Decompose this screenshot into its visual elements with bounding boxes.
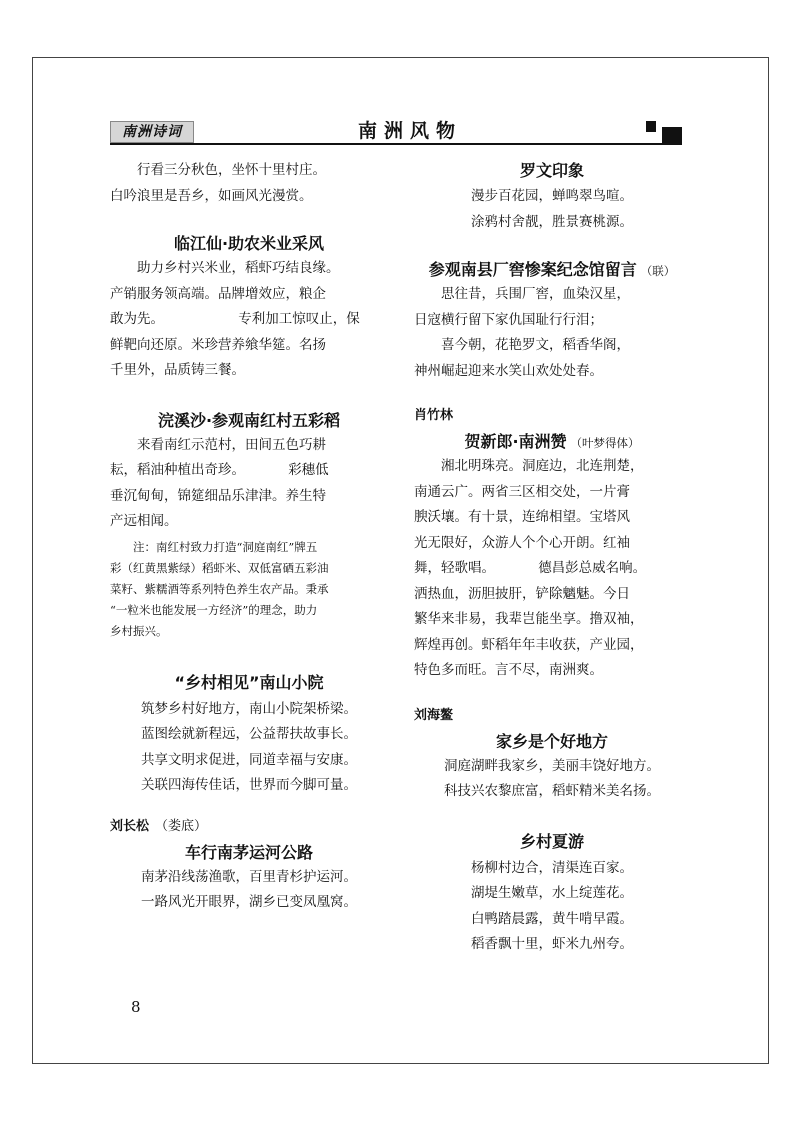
poem-line: 腴沃壤。有十景，连绵相望。宝塔风	[414, 509, 630, 525]
section-title: 南洲风物	[357, 120, 462, 142]
poem-line-part: 敢为先。	[110, 311, 164, 327]
author-region: （娄底）	[155, 818, 208, 834]
note-line: 乡村振兴。	[110, 623, 168, 638]
poem-line: 南茅沿线荡渔歌，百里青杉护运河。	[141, 868, 357, 885]
poem-line: 日寇横行留下家仇国耻行行泪；	[414, 311, 603, 328]
poem-body	[110, 256, 388, 384]
poem-line-part: 耘，稻油种植出奇珍。	[110, 462, 245, 478]
poem-line: 关联四海传佳话，世界而今脚可量。	[141, 777, 357, 793]
poem-title-suffix: （联）	[640, 264, 676, 278]
poem-note	[110, 537, 388, 642]
poem-body	[414, 856, 690, 958]
poem-line: 白鸭踏晨露，黄牛啃早霞。	[471, 910, 633, 927]
poem-line: 产远相闻。	[110, 513, 178, 529]
poem-line: 鲜靶向还原。米珍营养飨华筵。名扬	[110, 336, 326, 353]
page-number: 8	[131, 998, 141, 1016]
header-rule	[110, 143, 680, 145]
poem-title-suffix: （叶梦得体）	[570, 436, 640, 450]
poem-line: 助力乡村兴米业，稻虾巧结良缘。	[137, 260, 340, 276]
poem-line-part: 舞，轻歌唱。	[414, 560, 495, 576]
poem-title: 车行南茅运河公路	[184, 842, 313, 862]
poem-line: 光无限好，众游人个个心开朗。红袖	[414, 534, 630, 551]
poem-body	[414, 754, 690, 805]
poem-body	[414, 454, 690, 684]
poem-line	[110, 307, 388, 333]
poem-line: 千里外，品质铸三餐。	[110, 362, 245, 378]
poem-line-part: 彩穗低	[288, 462, 329, 478]
note-line: 彩（红黄黑紫绿）稻虾米、双低富硒五彩油	[110, 560, 329, 575]
poem-body	[110, 865, 388, 916]
poem-author: 刘海鳌	[414, 707, 454, 723]
poem-title: 罗文印象	[519, 161, 584, 180]
note-line: 菜籽、紫糯酒等系列特色养生农产品。秉承	[110, 581, 329, 596]
poem-title: 浣溪沙·参观南红村五彩稻	[157, 410, 341, 430]
header-square-small-icon	[646, 121, 656, 132]
poem-line: 涂鸦村舍靓，胜景赛桃源。	[471, 213, 633, 230]
poem-line: 一路风光开眼界，湖乡已变凤凰窝。	[141, 894, 357, 910]
poem-body	[414, 184, 690, 235]
poem-line: 共享文明求促进，同道幸福与安康。	[141, 751, 357, 768]
poem-line-part: 专利加工惊叹止，保	[238, 311, 360, 327]
poem-line: 南通云广。两省三区相交处，一片膏	[414, 483, 630, 500]
poem-line: 来看南红示范村，田间五色巧耕	[137, 436, 326, 453]
poem-title: “乡村相见”南山小院	[174, 672, 324, 692]
poem-author: 肖竹林	[414, 408, 454, 423]
poem-line: 湖堤生嫩草，水上绽莲花。	[471, 885, 633, 901]
intro-line: 白吟浪里是吾乡，如画风光漫赏。	[110, 187, 313, 204]
poem-title-text: 贺新郎·南洲赞	[464, 432, 567, 451]
poem-line: 筑梦乡村好地方，南山小院架桥梁。	[141, 700, 357, 717]
poem-title-text: 参观南县厂窖惨案纪念馆留言	[428, 260, 637, 279]
poem-line: 湘北明珠亮。洞庭边，北连荆楚，	[441, 458, 644, 474]
poem-line: 科技兴农黎庶富，稻虾精米美名扬。	[444, 783, 660, 799]
right-column	[414, 158, 690, 958]
poem-line: 特色多而旺。言不尽，南洲爽。	[414, 662, 603, 678]
poem-line: 洒热血，沥胆披肝，铲除魑魅。今日	[414, 585, 630, 602]
poem-line: 神州崛起迎来水笑山欢处处春。	[414, 362, 603, 379]
poem-line: 产销服务领高端。品牌增效应，粮企	[110, 285, 326, 302]
poem-line: 稻香飘十里，虾米九州夸。	[471, 936, 633, 952]
note-line: “一粒米也能发展一方经济”的理念，助力	[110, 602, 318, 617]
poem-line: 蓝图绘就新程远，公益帮扶故事长。	[141, 726, 357, 742]
poem-body	[414, 282, 690, 384]
poem-line	[110, 458, 388, 484]
poem-line: 思往昔，兵围厂窖，血染汉星，	[441, 286, 630, 302]
poem-line: 杨柳村边合，清渠连百家。	[471, 859, 633, 876]
poem-body	[110, 697, 388, 799]
poem-line: 辉煌再创。虾稻年年丰收获，产业园，	[414, 636, 644, 653]
poem-line: 漫步百花园，蝉鸣翠鸟喧。	[471, 188, 633, 204]
poem-line: 垂沉甸甸，锦筵细品乐津津。养生特	[110, 487, 326, 504]
poem-title: 临江仙·助农米业采风	[173, 234, 325, 253]
poem-line: 洞庭湖畔我家乡，美丽丰饶好地方。	[444, 757, 660, 774]
author-name: 刘长松	[110, 818, 150, 834]
poem-line-part: 德昌彭总威名响。	[538, 560, 647, 576]
poem-title	[414, 257, 690, 280]
section-tag: 南洲诗词	[110, 121, 194, 143]
poem-line	[414, 556, 690, 582]
left-column	[110, 158, 388, 916]
poem-author	[110, 815, 388, 834]
poem-body	[110, 433, 388, 535]
poem-line: 繁华来非易，我辈岂能坐享。撸双袖，	[414, 611, 644, 627]
note-line: 注：南红村致力打造“洞庭南红”牌五	[133, 539, 318, 554]
poem-line: 喜今朝，花艳罗文，稻香华阁，	[441, 337, 630, 353]
intro-line: 行看三分秋色，坐怀十里村庄。	[137, 162, 326, 178]
poem-title: 家乡是个好地方	[495, 731, 608, 751]
poem-title: 乡村夏游	[519, 831, 584, 851]
poem-title	[414, 429, 690, 452]
